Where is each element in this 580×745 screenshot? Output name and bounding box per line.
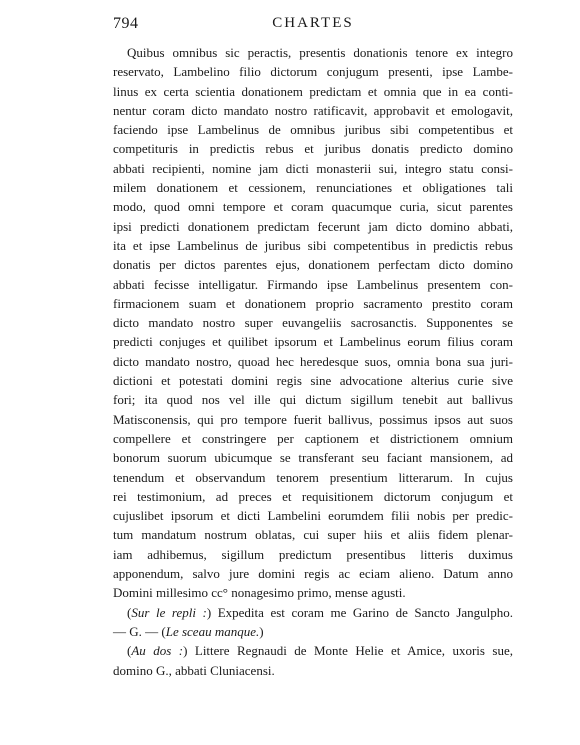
text-line: tum mandatum nostrum oblatas, cui super hiis et aliis fidem plenar- [113, 527, 513, 543]
text-line: predicti conjuges et quilibet ipsorum et Lambelinus eorum filius coram [113, 334, 513, 350]
text-line: Domini millesimo cc° nonagesimo primo, mense agusti. [113, 585, 406, 601]
seal-note [113, 622, 513, 641]
running-head [113, 15, 513, 37]
text-line: tenendum et observandum tenorem presentium litterarum. In cujus [113, 469, 513, 485]
note-label: Au dos : [131, 643, 184, 659]
charter-text [113, 43, 513, 680]
text-line: nentur coram dicto mandato nostro ratificavit, approbavit et emologavit, [113, 102, 513, 118]
note-open-paren: ( [127, 643, 132, 659]
text-line: milem donationem et cessionem, renunciationes et obligationes tali [113, 180, 513, 196]
text-line: linus ex certa scientia donationem predictam et omnia que in ea conti- [113, 83, 513, 99]
note-prefix: — G. — ( [113, 623, 166, 639]
text-line: dicto mandato nostro super euvangeliis sacrosanctis. Supponentes se [113, 315, 513, 331]
text-line: cujuslibet ipsorum et dicti Lambelini eorumdem filii nobis per predic- [113, 508, 513, 524]
text-line: domino G., abbati Cluniacensi. [113, 662, 275, 678]
text-line: iam adhibemus, sigillum predictum presentibus litteris duximus [113, 546, 513, 562]
text-line: compellere et constringere per captionem et districtionem omnium [113, 430, 513, 446]
text-line: Quibus omnibus sic peractis, presentis donationis tenore ex integro [127, 45, 513, 60]
text-line: modo, quod omni tempore et coram quacumque curia, sicut parentes [113, 199, 513, 215]
text-line: firmacionem suam et donationem proprio sacramento prestito coram [113, 295, 513, 311]
text-line: ipsi predicti donationem predictam fecerunt jam dicto domino abbati, [113, 218, 513, 234]
text-line: dicto mandato nostro, quoad hec heredesque suos, omnia bona sua juri- [113, 353, 513, 369]
note-open-paren: ( [127, 604, 132, 620]
note-label: Sur le repli : [131, 604, 207, 620]
note-label: Le sceau manque. [165, 623, 260, 639]
text-line: ita et ipse Lambelinus de juribus sibi competentibus in predictis rebus [113, 237, 513, 253]
text-line: fori; ita quod nos vel ille qui dictum sigillum tenebit aut ballivus [113, 392, 513, 408]
text-line: abbati recipienti, nomine jam dicti monasterii sui, integro statu consi- [113, 160, 513, 176]
note-text: ) Expedita est coram me Garino de Sancto Jangulpho. [206, 604, 514, 620]
endorsement-repli [113, 603, 513, 622]
text-line: reservato, Lambelino filio dictorum conjugum presenti, ipse Lambe- [113, 64, 513, 80]
endorsement-dos [113, 641, 513, 660]
page-number: 794 [113, 15, 139, 32]
running-title: CHARTES [272, 15, 354, 31]
text-line: donatis per dictos parentes ejus, donationem perfectam dicto domino [113, 257, 513, 273]
note-text: ) Littere Regnaudi de Monte Helie et Amice, uxoris sue, [183, 643, 513, 659]
text-line: dictioni et potestati domini regis sine advocatione alterius curie sive [113, 373, 513, 389]
text-line: faciendo ipse Lambelinus de omnibus juribus sibi competentibus et [113, 122, 513, 138]
text-line: rei testimonium, ad preces et requisitionem dictorum conjugum et [113, 488, 513, 504]
text-line: abbati fecisse intelligatur. Firmando ipse Lambelinus presentem con- [113, 276, 513, 292]
text-line: bonorum suorum ubicumque se transferant seu faciant mansionem, ad [113, 450, 513, 466]
note-close-paren: ) [259, 623, 264, 639]
text-line: competituris in predictis rebus et juribus donatis predicto domino [113, 141, 513, 157]
text-line: Matisconensis, qui pro tempore fuerit ballivus, possimus ipsos aut suos [113, 411, 513, 427]
text-line: apponendum, salvo jure domini regis ac eciam alieno. Datum anno [113, 566, 513, 582]
